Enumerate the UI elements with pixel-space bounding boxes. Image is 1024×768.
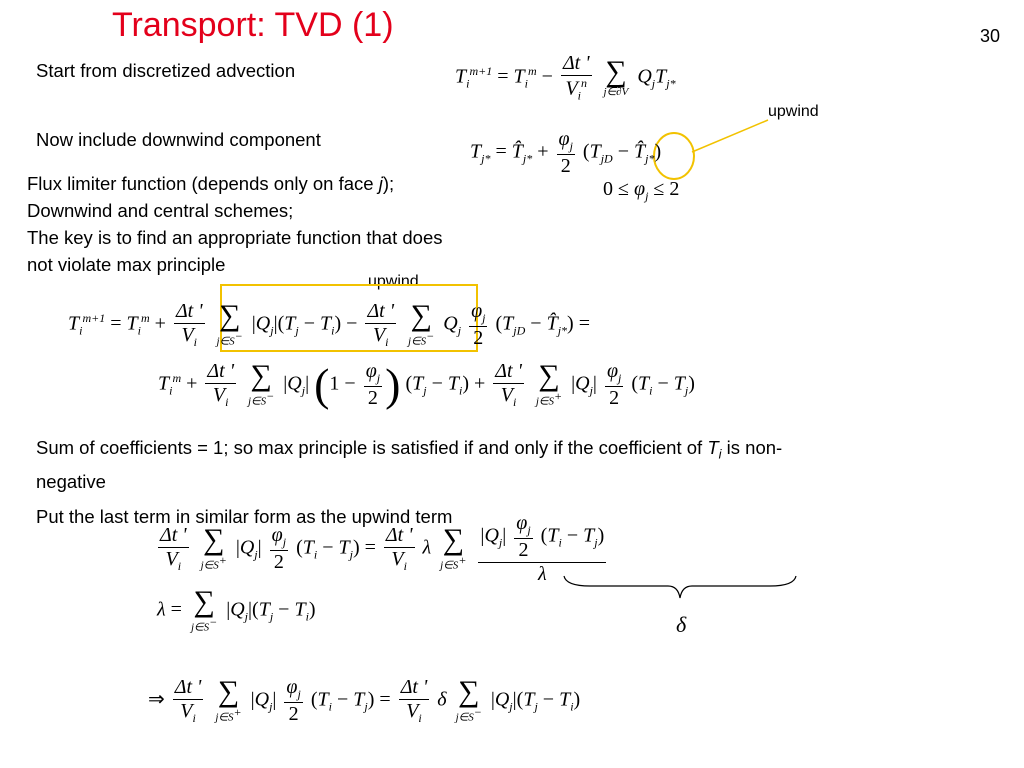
upwind-label-top: upwind — [768, 103, 819, 120]
page-number: 30 — [980, 26, 1001, 46]
text-sum-i: i — [718, 446, 722, 462]
text-flux-limiter-a: Flux limiter function (depends only on face — [27, 173, 379, 194]
text-downwind: Now include downwind component — [36, 129, 321, 150]
text-flux-limiter-block — [27, 170, 567, 278]
text-sum-coefficients — [36, 434, 996, 495]
text-sum-b: is non- — [721, 437, 783, 458]
equation-downwind-component: $T_{j*}$ = $T̂_{j*}$ + $\frac{\varphi_j}{2}$ ($T_{jD}$ − $T̂_{j*}$) — [470, 128, 662, 177]
text-flux-limiter-b: ); — [382, 173, 395, 194]
text-sum-a: Sum of coefficients = 1; so max principle is satisfied if and only if the coefficient of — [36, 437, 708, 458]
equation-expanded-2: $T_i^m$ + $\frac{\Delta t '}{V_i}$ ∑ j∈S− $|Q_j|$ (1 − $\frac{\varphi_j}{2}$ ) $(T_j - T_i)$ + $\frac{\Delta t '}{V_i}$ ∑ j∈S+ $|Q_j|$ $\frac{\varphi_j}{2}$ $(T_i - T_j)$ — [158, 359, 695, 410]
text-downwind-central: Downwind and central schemes; — [27, 200, 294, 221]
text-max-principle: not violate max principle — [27, 254, 226, 275]
equation-conclusion: ⇒ $\frac{\Delta t '}{V_i}$ ∑ j∈S+ $|Q_j|$ $\frac{\varphi_j}{2}$ $(T_i - T_j)$ = $\frac{\Delta t '}{V_i}$ δ ∑ j∈S− $|Q_j|(T_j - T_i)$ — [148, 675, 581, 725]
equation-lambda-form: $\frac{\Delta t '}{V_i}$ ∑ j∈S+ $|Q_j|$ $\frac{\varphi_j}{2}$ $(T_i - T_j)$ = $\frac{\Delta t '}{V_i}$ λ ∑ j∈S+ $|Q_j|$ $\frac{\varphi_j}{2}$ $(T_i - T_j)$ λ — [160, 512, 605, 585]
delta-symbol: δ — [676, 612, 687, 637]
upwind-label-box: upwind — [368, 273, 419, 290]
underbrace-graphic — [560, 572, 800, 604]
text-flux-limiter-j: j — [378, 173, 383, 194]
text-sum-T: T — [707, 437, 719, 458]
slide-title: Transport: TVD (1) — [112, 6, 394, 44]
equation-discretized-advection: $T_i^{m+1} = T_i^m$ − $\frac{\Delta t '}{V_i^n}$ ∑ j∈∂V $Q_jT_{j*}$ — [455, 52, 676, 103]
equation-lambda-definition: λ = ∑ j∈S− $|Q_j|(T_j - T_i)$ — [157, 585, 316, 634]
text-last-term: Put the last term in similar form as the upwind term — [36, 506, 453, 527]
text-key: The key is to find an appropriate function that does — [27, 227, 443, 248]
equation-expanded-1: $T_i^{m+1} = T_i^m$ + $\frac{\Delta t '}{V_i}$ ∑ j∈S− $|Q_j|(T_j - T_i)$ − $\frac{\Delta t '}{V_i}$ ∑ j∈S− $Q_j$ $\frac{\varphi_j}{2}$ ($T_{jD}$ − $T̂_{j*}$) = — [68, 299, 590, 349]
text-start-advection: Start from discretized advection — [36, 60, 296, 81]
equation-limiter-range: $0 \le \varphi_j \le 2$ — [603, 178, 680, 203]
text-sum-c: negative — [36, 470, 106, 492]
